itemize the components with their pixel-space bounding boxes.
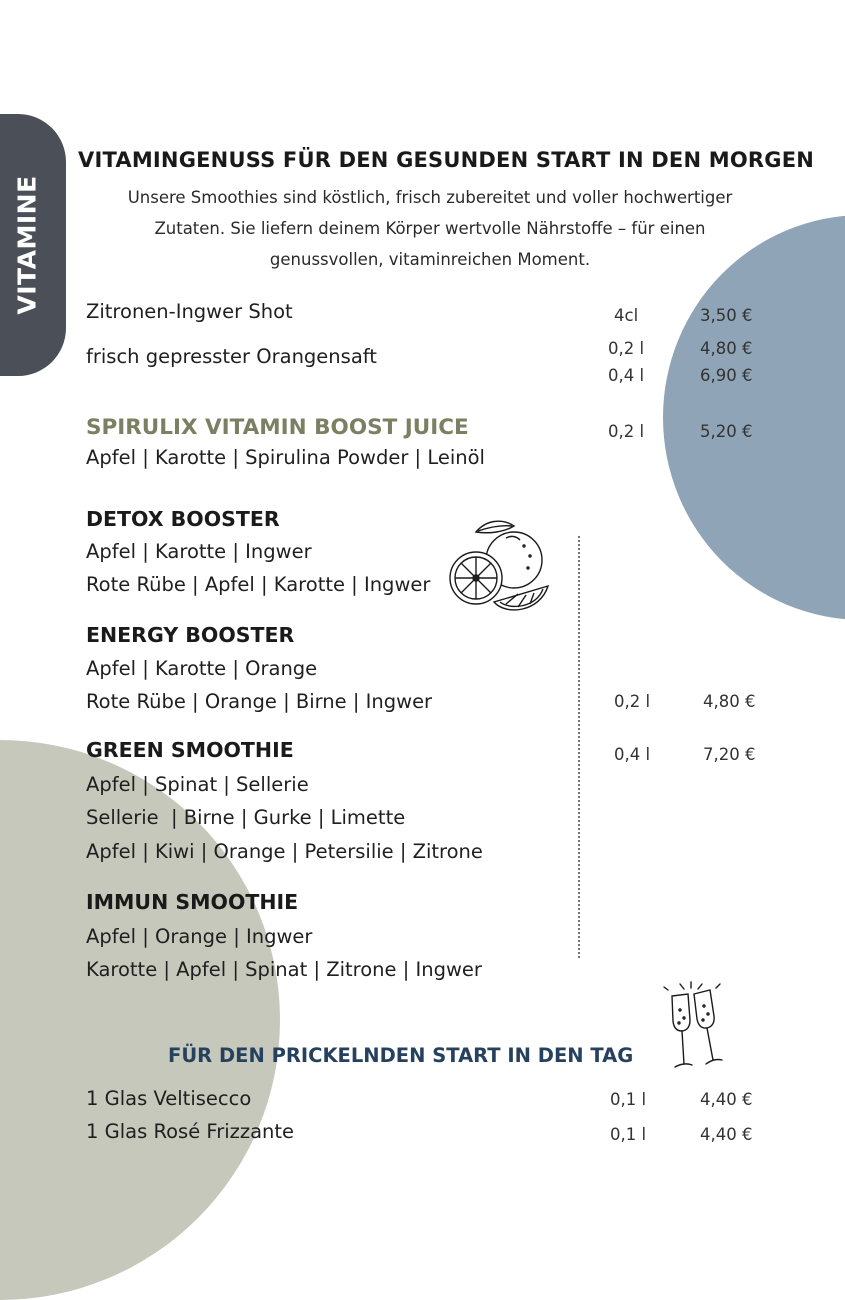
item-price: 6,90 €	[700, 366, 753, 385]
ingredients-line: Sellerie | Birne | Gurke | Limette	[86, 806, 406, 829]
item-volume: 0,4 l	[608, 366, 645, 385]
intro-line: genussvollen, vitaminreichen Moment.	[269, 250, 591, 269]
ingredients-line: Apfel | Spinat | Sellerie	[86, 773, 309, 796]
ingredients-line: Apfel | Kiwi | Orange | Petersilie | Zitrone	[86, 840, 483, 863]
ingredients-line: Apfel | Karotte | Orange	[86, 657, 318, 680]
sparkling-item-name: 1 Glas Veltisecco	[86, 1087, 252, 1110]
section-heading: DETOX BOOSTER	[86, 507, 280, 531]
sparkling-item-volume: 0,1 l	[610, 1090, 647, 1109]
smoothie-volume: 0,2 l	[614, 692, 651, 711]
smoothie-volume: 0,4 l	[614, 745, 651, 764]
smoothie-price: 4,80 €	[703, 692, 756, 711]
item-volume: 0,2 l	[608, 339, 645, 358]
item-volume: 0,2 l	[608, 422, 645, 441]
ingredients-line: Karotte | Apfel | Spinat | Zitrone | Ingwer	[86, 958, 482, 981]
blue-circle-decoration	[663, 215, 845, 620]
section-heading: IMMUN SMOOTHIE	[86, 890, 299, 914]
sparkling-item-volume: 0,1 l	[610, 1125, 647, 1144]
orange-illustration-icon	[444, 516, 556, 616]
item-name: Zitronen-Ingwer Shot	[86, 300, 293, 323]
page-title: VITAMINGENUSS FÜR DEN GESUNDEN START IN DEN MORGEN	[78, 148, 815, 172]
side-tab-label: VITAMINE	[12, 175, 42, 315]
ingredients-line: Rote Rübe | Apfel | Karotte | Ingwer	[86, 573, 431, 596]
ingredients-line: Apfel | Karotte | Ingwer	[86, 540, 312, 563]
sparkling-item-price: 4,40 €	[700, 1090, 753, 1109]
item-heading: SPIRULIX VITAMIN BOOST JUICE	[86, 415, 469, 440]
ingredients-line: Rote Rübe | Orange | Birne | Ingwer	[86, 690, 433, 713]
section-heading: ENERGY BOOSTER	[86, 623, 295, 647]
intro-text	[100, 182, 760, 275]
item-volume: 4cl	[614, 306, 639, 325]
item-price: 5,20 €	[700, 422, 753, 441]
item-ingredients: Apfel | Karotte | Spirulina Powder | Leinöl	[86, 446, 485, 469]
smoothie-price: 7,20 €	[703, 745, 756, 764]
item-price: 3,50 €	[700, 306, 753, 325]
sparkling-item-price: 4,40 €	[700, 1125, 753, 1144]
sparkling-item-name: 1 Glas Rosé Frizzante	[86, 1120, 295, 1143]
intro-line: Unsere Smoothies sind köstlich, frisch zubereitet und voller hochwertiger	[127, 188, 733, 207]
dotted-divider	[578, 536, 580, 958]
champagne-glasses-icon	[662, 980, 728, 1076]
item-price: 4,80 €	[700, 339, 753, 358]
side-tab	[0, 114, 66, 376]
item-name: frisch gepresster Orangensaft	[86, 345, 377, 368]
section-heading: FÜR DEN PRICKELNDEN START IN DEN TAG	[168, 1044, 634, 1067]
intro-line: Zutaten. Sie liefern deinem Körper wertvolle Nährstoffe – für einen	[154, 219, 706, 238]
ingredients-line: Apfel | Orange | Ingwer	[86, 925, 313, 948]
section-heading: GREEN SMOOTHIE	[86, 738, 294, 762]
